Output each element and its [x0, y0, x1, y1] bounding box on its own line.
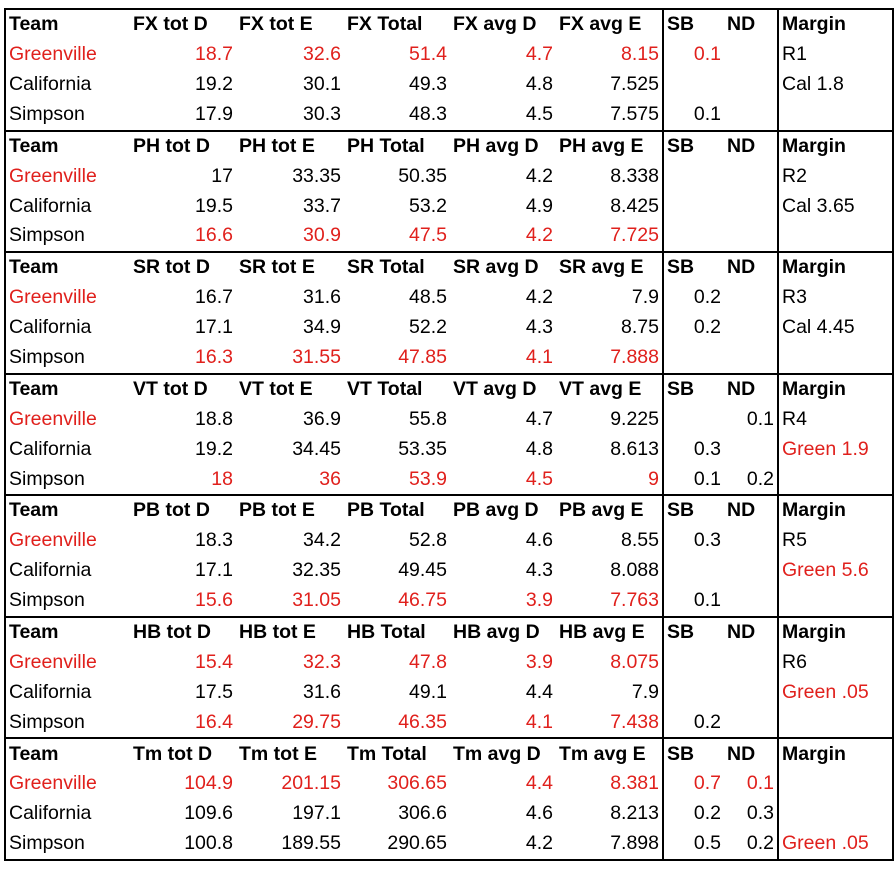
cell-sb	[663, 221, 724, 252]
cell-sb	[663, 556, 724, 586]
cell-avg-d: 4.8	[525, 72, 553, 95]
cell-nd	[724, 70, 778, 100]
cell-sb: 0.1	[663, 40, 724, 70]
header-margin: Margin	[778, 738, 893, 769]
cell-total: 55.8	[409, 407, 447, 430]
header-sb: SB	[663, 9, 724, 40]
cell-team: Simpson	[5, 464, 130, 495]
cell-sb	[663, 343, 724, 374]
cell-margin	[778, 100, 893, 131]
cell-margin: Cal 4.45	[778, 313, 893, 343]
cell-tot-d: 16.6	[195, 224, 233, 247]
header-avg-d: Tm avg D	[450, 738, 556, 769]
header-team: Team	[5, 738, 130, 769]
cell-avg-d: 4.1	[525, 345, 553, 368]
section-header-row	[5, 374, 893, 405]
cell-team: Greenville	[5, 161, 130, 191]
cell-team: Greenville	[5, 283, 130, 313]
section-header-row	[5, 131, 893, 162]
cell-tot-d: 19.2	[195, 72, 233, 95]
cell-tot-d: 15.6	[195, 589, 233, 612]
section-header-row	[5, 252, 893, 283]
cell-nd: 0.1	[746, 407, 774, 430]
cell-avg-d: 4.2	[450, 829, 556, 860]
cell-total: 53.2	[409, 194, 447, 217]
cell-nd: 0.1	[746, 772, 774, 795]
cell-sb	[663, 161, 724, 191]
cell-nd	[724, 526, 778, 556]
header-team: Team	[5, 495, 130, 526]
cell-tot-e: 34.9	[303, 316, 341, 339]
header-margin: Margin	[778, 374, 893, 405]
header-total: FX Total	[344, 9, 450, 40]
table-row	[5, 707, 893, 738]
cell-sb: 0.2	[663, 707, 724, 738]
header-tot-e: SR tot E	[236, 252, 344, 283]
cell-avg-d: 4.7	[525, 407, 553, 430]
cell-team: Simpson	[5, 343, 130, 374]
cell-nd	[724, 678, 778, 708]
cell-team: California	[5, 313, 130, 343]
table-row	[5, 678, 893, 708]
cell-tot-d: 16.3	[195, 345, 233, 368]
cell-tot-d: 16.4	[195, 710, 233, 733]
cell-nd	[724, 100, 778, 131]
cell-avg-d: 4.1	[525, 710, 553, 733]
table-row	[5, 221, 893, 252]
header-avg-d: PH avg D	[450, 131, 556, 162]
header-margin: Margin	[778, 617, 893, 648]
cell-margin: Green .05	[778, 829, 893, 860]
cell-tot-d: 19.5	[195, 194, 233, 217]
cell-nd: 0.3	[746, 802, 774, 825]
cell-sb: 0.2	[663, 313, 724, 343]
cell-avg-d: 3.9	[525, 650, 553, 673]
scores-table	[4, 8, 894, 861]
header-total: PB Total	[344, 495, 450, 526]
cell-margin	[778, 464, 893, 495]
cell-tot-e: 32.3	[303, 650, 341, 673]
cell-tot-e: 36	[319, 467, 341, 490]
header-avg-d: PB avg D	[450, 495, 556, 526]
header-avg-e: Tm avg E	[556, 738, 663, 769]
table-row	[5, 526, 893, 556]
cell-tot-d: 17.9	[195, 102, 233, 125]
cell-team: California	[5, 434, 130, 464]
table-row	[5, 829, 893, 860]
header-tot-d: FX tot D	[130, 9, 236, 40]
cell-nd	[724, 283, 778, 313]
cell-avg-d: 4.5	[525, 102, 553, 125]
cell-tot-e: 201.15	[281, 772, 341, 795]
header-nd: ND	[724, 617, 778, 648]
cell-sb	[663, 405, 724, 435]
cell-avg-d: 4.3	[525, 559, 553, 582]
cell-team: Greenville	[5, 769, 130, 799]
table-row	[5, 556, 893, 586]
section-header-row	[5, 495, 893, 526]
cell-avg-e: 8.425	[610, 194, 659, 217]
cell-avg-d: 4.7	[525, 43, 553, 66]
cell-tot-d: 100.8	[130, 829, 236, 860]
cell-avg-d: 3.9	[525, 589, 553, 612]
cell-margin: R4	[778, 405, 893, 435]
header-sb: SB	[663, 252, 724, 283]
header-tot-d: PH tot D	[130, 131, 236, 162]
header-avg-d: SR avg D	[450, 252, 556, 283]
cell-sb	[663, 648, 724, 678]
cell-avg-d: 4.5	[525, 467, 553, 490]
cell-sb	[663, 191, 724, 221]
cell-team: California	[5, 556, 130, 586]
cell-margin: R5	[778, 526, 893, 556]
cell-team: Simpson	[5, 707, 130, 738]
cell-team: California	[5, 799, 130, 829]
cell-nd: 0.2	[724, 829, 778, 860]
cell-tot-d: 18	[211, 467, 233, 490]
header-team: Team	[5, 617, 130, 648]
cell-nd	[724, 556, 778, 586]
header-tot-e: Tm tot E	[236, 738, 344, 769]
cell-team: Greenville	[5, 40, 130, 70]
cell-margin: R2	[778, 161, 893, 191]
cell-margin	[778, 769, 893, 799]
cell-avg-e: 9	[648, 467, 659, 490]
header-tot-e: HB tot E	[236, 617, 344, 648]
cell-avg-e: 8.15	[621, 43, 659, 66]
cell-margin: Green 1.9	[778, 434, 893, 464]
header-total: Tm Total	[344, 738, 450, 769]
cell-tot-e: 34.2	[303, 529, 341, 552]
cell-tot-e: 30.9	[303, 224, 341, 247]
cell-avg-e: 8.075	[610, 650, 659, 673]
cell-avg-e: 7.888	[610, 345, 659, 368]
header-nd: ND	[724, 131, 778, 162]
header-tot-d: PB tot D	[130, 495, 236, 526]
header-sb: SB	[663, 617, 724, 648]
cell-total: 46.75	[398, 589, 447, 612]
cell-team: Simpson	[5, 100, 130, 131]
cell-tot-e: 32.6	[303, 43, 341, 66]
cell-avg-e: 7.725	[610, 224, 659, 247]
cell-tot-e: 36.9	[303, 407, 341, 430]
cell-tot-d: 16.7	[195, 286, 233, 309]
table-row	[5, 343, 893, 374]
table-row	[5, 648, 893, 678]
cell-sb: 0.3	[663, 526, 724, 556]
cell-team: Simpson	[5, 829, 130, 860]
cell-total: 47.85	[398, 345, 447, 368]
cell-team: Simpson	[5, 586, 130, 617]
cell-avg-e: 8.338	[610, 164, 659, 187]
cell-nd	[724, 191, 778, 221]
cell-avg-e: 7.438	[610, 710, 659, 733]
header-team: Team	[5, 374, 130, 405]
cell-margin	[778, 707, 893, 738]
header-total: HB Total	[344, 617, 450, 648]
cell-tot-d: 104.9	[184, 772, 233, 795]
cell-sb: 0.1	[663, 586, 724, 617]
section-header-row	[5, 617, 893, 648]
cell-avg-e: 7.9	[631, 286, 659, 309]
cell-tot-e: 31.6	[303, 286, 341, 309]
cell-tot-d: 18.7	[195, 43, 233, 66]
cell-sb: 0.7	[663, 769, 724, 799]
header-avg-e: PH avg E	[556, 131, 663, 162]
cell-margin: Green 5.6	[778, 556, 893, 586]
cell-nd	[724, 313, 778, 343]
cell-sb	[663, 70, 724, 100]
cell-tot-e: 34.45	[292, 437, 341, 460]
cell-total: 50.35	[398, 164, 447, 187]
cell-margin: Cal 1.8	[778, 70, 893, 100]
cell-tot-d: 17	[211, 164, 233, 187]
cell-avg-d: 4.4	[525, 772, 553, 795]
cell-tot-e: 33.7	[303, 194, 341, 217]
cell-avg-d: 4.6	[525, 529, 553, 552]
cell-avg-e: 7.9	[631, 680, 659, 703]
cell-avg-d: 4.4	[525, 680, 553, 703]
header-tot-d: SR tot D	[130, 252, 236, 283]
cell-avg-d: 4.2	[525, 286, 553, 309]
cell-margin: Green .05	[778, 678, 893, 708]
cell-total: 48.3	[409, 102, 447, 125]
cell-tot-e: 31.05	[292, 589, 341, 612]
cell-team: California	[5, 191, 130, 221]
header-sb: SB	[663, 738, 724, 769]
table-row	[5, 40, 893, 70]
cell-nd	[724, 586, 778, 617]
header-margin: Margin	[778, 252, 893, 283]
cell-tot-d: 15.4	[195, 650, 233, 673]
header-nd: ND	[724, 374, 778, 405]
cell-margin	[778, 799, 893, 829]
header-avg-e: PB avg E	[556, 495, 663, 526]
cell-avg-e: 8.381	[610, 772, 659, 795]
header-avg-e: HB avg E	[556, 617, 663, 648]
cell-team: California	[5, 678, 130, 708]
cell-margin: R3	[778, 283, 893, 313]
cell-sb: 0.2	[663, 283, 724, 313]
cell-tot-e: 31.55	[292, 345, 341, 368]
header-margin: Margin	[778, 495, 893, 526]
cell-sb: 0.2	[663, 799, 724, 829]
cell-total: 306.65	[387, 772, 447, 795]
table-row	[5, 283, 893, 313]
cell-tot-e: 33.35	[292, 164, 341, 187]
cell-nd	[724, 161, 778, 191]
cell-margin	[778, 586, 893, 617]
cell-margin: R1	[778, 40, 893, 70]
cell-tot-d: 17.1	[195, 316, 233, 339]
cell-avg-d: 4.2	[525, 164, 553, 187]
table-row	[5, 434, 893, 464]
cell-avg-e: 9.225	[610, 407, 659, 430]
cell-tot-e: 30.1	[303, 72, 341, 95]
header-avg-d: HB avg D	[450, 617, 556, 648]
header-avg-e: SR avg E	[556, 252, 663, 283]
header-total: SR Total	[344, 252, 450, 283]
cell-tot-e: 32.35	[292, 559, 341, 582]
cell-avg-d: 4.3	[525, 316, 553, 339]
cell-tot-d: 18.3	[195, 529, 233, 552]
cell-total: 290.65	[344, 829, 450, 860]
cell-sb: 0.5	[663, 829, 724, 860]
table-row	[5, 191, 893, 221]
cell-total: 49.3	[409, 72, 447, 95]
cell-nd	[724, 434, 778, 464]
cell-total: 47.5	[409, 224, 447, 247]
header-avg-d: VT avg D	[450, 374, 556, 405]
cell-avg-e: 8.75	[621, 316, 659, 339]
cell-nd	[724, 221, 778, 252]
cell-sb: 0.3	[663, 434, 724, 464]
header-margin: Margin	[778, 9, 893, 40]
header-tot-e: VT tot E	[236, 374, 344, 405]
cell-tot-e: 197.1	[292, 802, 341, 825]
header-tot-e: PH tot E	[236, 131, 344, 162]
cell-team: Greenville	[5, 405, 130, 435]
cell-sb: 0.1	[663, 100, 724, 131]
table-row	[5, 799, 893, 829]
section-header-row	[5, 9, 893, 40]
cell-tot-e: 29.75	[292, 710, 341, 733]
table-row	[5, 70, 893, 100]
cell-total: 53.9	[409, 467, 447, 490]
cell-avg-d: 4.2	[525, 224, 553, 247]
header-tot-d: Tm tot D	[130, 738, 236, 769]
header-tot-d: VT tot D	[130, 374, 236, 405]
cell-tot-e: 31.6	[303, 680, 341, 703]
header-tot-e: FX tot E	[236, 9, 344, 40]
cell-tot-d: 17.1	[195, 559, 233, 582]
cell-avg-e: 8.088	[610, 559, 659, 582]
cell-avg-e: 7.763	[610, 589, 659, 612]
header-team: Team	[5, 9, 130, 40]
cell-team: Simpson	[5, 221, 130, 252]
cell-sb	[663, 678, 724, 708]
cell-avg-e: 7.575	[610, 102, 659, 125]
header-team: Team	[5, 252, 130, 283]
table-row	[5, 161, 893, 191]
table-row	[5, 464, 893, 495]
cell-team: Greenville	[5, 526, 130, 556]
cell-tot-d: 18.8	[195, 407, 233, 430]
cell-total: 49.1	[409, 680, 447, 703]
cell-tot-d: 17.5	[195, 680, 233, 703]
cell-total: 49.45	[398, 559, 447, 582]
header-nd: ND	[724, 9, 778, 40]
table-row	[5, 405, 893, 435]
header-avg-e: FX avg E	[556, 9, 663, 40]
header-team: Team	[5, 131, 130, 162]
cell-avg-d: 4.9	[525, 194, 553, 217]
cell-team: Greenville	[5, 648, 130, 678]
table-row	[5, 100, 893, 131]
cell-total: 306.6	[398, 802, 447, 825]
cell-margin: R6	[778, 648, 893, 678]
header-nd: ND	[724, 495, 778, 526]
header-margin: Margin	[778, 131, 893, 162]
cell-total: 48.5	[409, 286, 447, 309]
header-tot-e: PB tot E	[236, 495, 344, 526]
cell-avg-e: 7.525	[610, 72, 659, 95]
header-nd: ND	[724, 738, 778, 769]
cell-margin: Cal 3.65	[778, 191, 893, 221]
header-total: PH Total	[344, 131, 450, 162]
cell-total: 51.4	[409, 43, 447, 66]
cell-tot-e: 30.3	[303, 102, 341, 125]
section-header-row	[5, 738, 893, 769]
cell-nd	[724, 40, 778, 70]
cell-avg-e: 8.213	[610, 802, 659, 825]
header-avg-e: VT avg E	[556, 374, 663, 405]
table-row	[5, 586, 893, 617]
cell-avg-e: 7.898	[556, 829, 663, 860]
cell-margin	[778, 343, 893, 374]
cell-total: 53.35	[398, 437, 447, 460]
header-total: VT Total	[344, 374, 450, 405]
header-sb: SB	[663, 374, 724, 405]
cell-total: 46.35	[398, 710, 447, 733]
header-sb: SB	[663, 131, 724, 162]
cell-nd	[724, 648, 778, 678]
header-sb: SB	[663, 495, 724, 526]
cell-avg-e: 8.613	[610, 437, 659, 460]
cell-total: 52.8	[409, 529, 447, 552]
cell-nd	[724, 343, 778, 374]
cell-total: 52.2	[409, 316, 447, 339]
cell-team: California	[5, 70, 130, 100]
header-tot-d: HB tot D	[130, 617, 236, 648]
cell-tot-d: 19.2	[195, 437, 233, 460]
cell-avg-e: 8.55	[621, 529, 659, 552]
table-row	[5, 313, 893, 343]
table-row	[5, 769, 893, 799]
cell-nd: 0.2	[746, 467, 774, 490]
header-avg-d: FX avg D	[450, 9, 556, 40]
cell-tot-d: 109.6	[184, 802, 233, 825]
cell-margin	[778, 221, 893, 252]
cell-avg-d: 4.8	[525, 437, 553, 460]
header-nd: ND	[724, 252, 778, 283]
cell-avg-d: 4.6	[525, 802, 553, 825]
cell-nd	[724, 707, 778, 738]
cell-tot-e: 189.55	[236, 829, 344, 860]
cell-total: 47.8	[409, 650, 447, 673]
cell-sb: 0.1	[663, 464, 724, 495]
